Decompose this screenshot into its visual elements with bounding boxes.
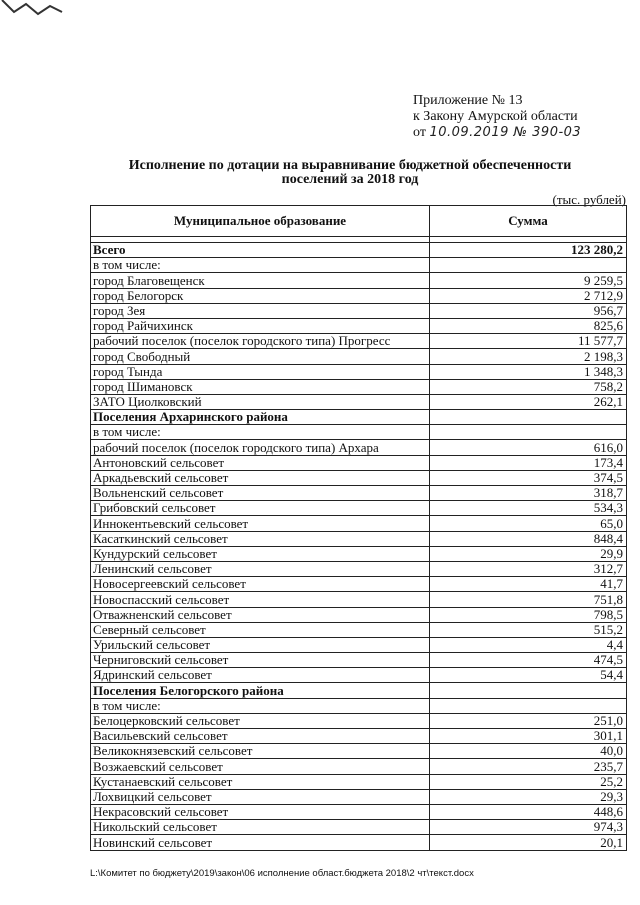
municipality-name-cell: Северный сельсовет xyxy=(91,622,430,637)
units-label: (тыс. рублей) xyxy=(552,192,626,207)
amount-cell xyxy=(430,425,627,440)
appendix-number: Приложение № 13 xyxy=(413,93,523,108)
municipality-name-cell: в том числе: xyxy=(91,698,430,713)
amount-cell: 798,5 xyxy=(430,607,627,622)
amount-cell: 11 577,7 xyxy=(430,334,627,349)
municipality-name-cell: Новоспасский сельсовет xyxy=(91,592,430,607)
table-row xyxy=(91,243,627,258)
municipality-name-cell: Касаткинский сельсовет xyxy=(91,531,430,546)
file-path-footer: L:\Комитет по бюджету\2019\закон\06 исполнение област.бюджета 2018\2 чт\текст.docx xyxy=(90,868,474,879)
table-row xyxy=(91,318,627,333)
amount-cell: 2 198,3 xyxy=(430,349,627,364)
table-row xyxy=(91,713,627,728)
table-row xyxy=(91,637,627,652)
municipality-name-cell: Великокнязевский сельсовет xyxy=(91,744,430,759)
municipality-name-cell: Новинский сельсовет xyxy=(91,835,430,850)
amount-cell: 534,3 xyxy=(430,501,627,516)
table-row xyxy=(91,653,627,668)
municipality-name-cell: город Белогорск xyxy=(91,288,430,303)
table-row xyxy=(91,774,627,789)
amount-cell: 173,4 xyxy=(430,455,627,470)
municipality-name-cell: Аркадьевский сельсовет xyxy=(91,470,430,485)
column-header-amount: Сумма xyxy=(430,206,627,237)
handwritten-date-number: 10.09.2019 № 390-03 xyxy=(429,125,582,140)
municipality-name-cell: город Тында xyxy=(91,364,430,379)
municipality-name-cell: город Свободный xyxy=(91,349,430,364)
table-row xyxy=(91,622,627,637)
municipality-name-cell: Лохвицкий сельсовет xyxy=(91,789,430,804)
amount-cell xyxy=(430,410,627,425)
table-row xyxy=(91,577,627,592)
amount-cell: 41,7 xyxy=(430,577,627,592)
amount-cell: 54,4 xyxy=(430,668,627,683)
amount-cell: 974,3 xyxy=(430,820,627,835)
table-row xyxy=(91,410,627,425)
amount-cell: 2 712,9 xyxy=(430,288,627,303)
table-row xyxy=(91,364,627,379)
amount-cell: 825,6 xyxy=(430,318,627,333)
table-row xyxy=(91,455,627,470)
municipality-name-cell: в том числе: xyxy=(91,258,430,273)
table-row xyxy=(91,592,627,607)
table-header-row xyxy=(91,206,627,237)
amount-cell: 474,5 xyxy=(430,653,627,668)
municipality-name-cell: Возжаевский сельсовет xyxy=(91,759,430,774)
amount-cell: 29,9 xyxy=(430,546,627,561)
table-row xyxy=(91,501,627,516)
municipality-name-cell: рабочий поселок (поселок городского типа) Архара xyxy=(91,440,430,455)
amount-cell: 9 259,5 xyxy=(430,273,627,288)
amount-cell: 956,7 xyxy=(430,303,627,318)
amount-cell: 301,1 xyxy=(430,729,627,744)
municipality-name-cell: Ленинский сельсовет xyxy=(91,561,430,576)
table-row xyxy=(91,668,627,683)
amount-cell xyxy=(430,698,627,713)
municipality-name-cell: в том числе: xyxy=(91,425,430,440)
municipality-name-cell: Отважненский сельсовет xyxy=(91,607,430,622)
municipality-name-cell: Кустанаевский сельсовет xyxy=(91,774,430,789)
table-row xyxy=(91,789,627,804)
table-row xyxy=(91,607,627,622)
table-row xyxy=(91,759,627,774)
amount-cell: 4,4 xyxy=(430,637,627,652)
table-row xyxy=(91,273,627,288)
amount-cell: 318,7 xyxy=(430,486,627,501)
table-row xyxy=(91,334,627,349)
appendix-date-prefix: от xyxy=(413,125,426,140)
amount-cell: 262,1 xyxy=(430,394,627,409)
amount-cell: 40,0 xyxy=(430,744,627,759)
table-row xyxy=(91,394,627,409)
amount-cell: 515,2 xyxy=(430,622,627,637)
table-row xyxy=(91,425,627,440)
municipality-name-cell: Новосергеевский сельсовет xyxy=(91,577,430,592)
column-header-municipality: Муниципальное образование xyxy=(91,206,430,237)
document-title xyxy=(90,159,610,187)
municipality-name-cell: Всего xyxy=(91,243,430,258)
municipality-name-cell: Антоновский сельсовет xyxy=(91,455,430,470)
appendix-law-ref: к Закону Амурской области xyxy=(413,109,578,124)
table-row xyxy=(91,804,627,819)
table-row xyxy=(91,561,627,576)
municipality-name-cell: Вольненский сельсовет xyxy=(91,486,430,501)
table-row xyxy=(91,744,627,759)
amount-cell: 20,1 xyxy=(430,835,627,850)
scan-corner-mark xyxy=(0,0,64,18)
document-title-line-1: Исполнение по дотации на выравнивание бюджетной обеспеченности xyxy=(128,158,572,173)
table-row xyxy=(91,303,627,318)
table-row xyxy=(91,486,627,501)
table-row xyxy=(91,516,627,531)
municipality-name-cell: Поселения Архаринского района xyxy=(91,410,430,425)
amount-cell: 251,0 xyxy=(430,713,627,728)
municipality-name-cell: город Райчихинск xyxy=(91,318,430,333)
municipality-name-cell: Некрасовский сельсовет xyxy=(91,804,430,819)
table-body xyxy=(91,237,627,851)
table-row xyxy=(91,729,627,744)
amount-cell xyxy=(430,258,627,273)
amount-cell: 751,8 xyxy=(430,592,627,607)
amount-cell: 848,4 xyxy=(430,531,627,546)
municipality-name-cell: Черниговский сельсовет xyxy=(91,653,430,668)
amount-cell: 374,5 xyxy=(430,470,627,485)
table-row xyxy=(91,379,627,394)
table-row xyxy=(91,288,627,303)
municipality-name-cell: ЗАТО Циолковский xyxy=(91,394,430,409)
table-row xyxy=(91,349,627,364)
municipality-name-cell: Васильевский сельсовет xyxy=(91,729,430,744)
table-row xyxy=(91,258,627,273)
table-row xyxy=(91,683,627,698)
municipality-name-cell: город Зея xyxy=(91,303,430,318)
table-row xyxy=(91,546,627,561)
amount-cell xyxy=(430,683,627,698)
appendix-date-line xyxy=(413,125,633,141)
amount-cell: 65,0 xyxy=(430,516,627,531)
municipality-name-cell: Никольский сельсовет xyxy=(91,820,430,835)
amount-cell: 235,7 xyxy=(430,759,627,774)
municipality-name-cell: Грибовский сельсовет xyxy=(91,501,430,516)
table-row xyxy=(91,820,627,835)
amount-cell: 616,0 xyxy=(430,440,627,455)
amount-cell: 1 348,3 xyxy=(430,364,627,379)
amount-cell: 758,2 xyxy=(430,379,627,394)
amount-cell: 25,2 xyxy=(430,774,627,789)
table-row xyxy=(91,470,627,485)
municipality-name-cell: рабочий поселок (поселок городского типа) Прогресс xyxy=(91,334,430,349)
amount-cell: 123 280,2 xyxy=(430,243,627,258)
municipality-name-cell: Кундурский сельсовет xyxy=(91,546,430,561)
amount-cell: 312,7 xyxy=(430,561,627,576)
amount-cell: 448,6 xyxy=(430,804,627,819)
municipality-name-cell: Ядринский сельсовет xyxy=(91,668,430,683)
document-title-line-2: поселений за 2018 год xyxy=(281,172,419,187)
municipality-name-cell: Белоцерковский сельсовет xyxy=(91,713,430,728)
table-row xyxy=(91,531,627,546)
municipality-name-cell: город Благовещенск xyxy=(91,273,430,288)
appendix-block xyxy=(413,93,633,141)
amount-cell: 29,3 xyxy=(430,789,627,804)
table-row xyxy=(91,835,627,850)
table-row xyxy=(91,698,627,713)
municipality-name-cell: город Шимановск xyxy=(91,379,430,394)
municipality-name-cell: Иннокентьевский сельсовет xyxy=(91,516,430,531)
budget-table xyxy=(90,205,627,851)
municipality-name-cell: Урильский сельсовет xyxy=(91,637,430,652)
municipality-name-cell: Поселения Белогорского района xyxy=(91,683,430,698)
table-row xyxy=(91,440,627,455)
